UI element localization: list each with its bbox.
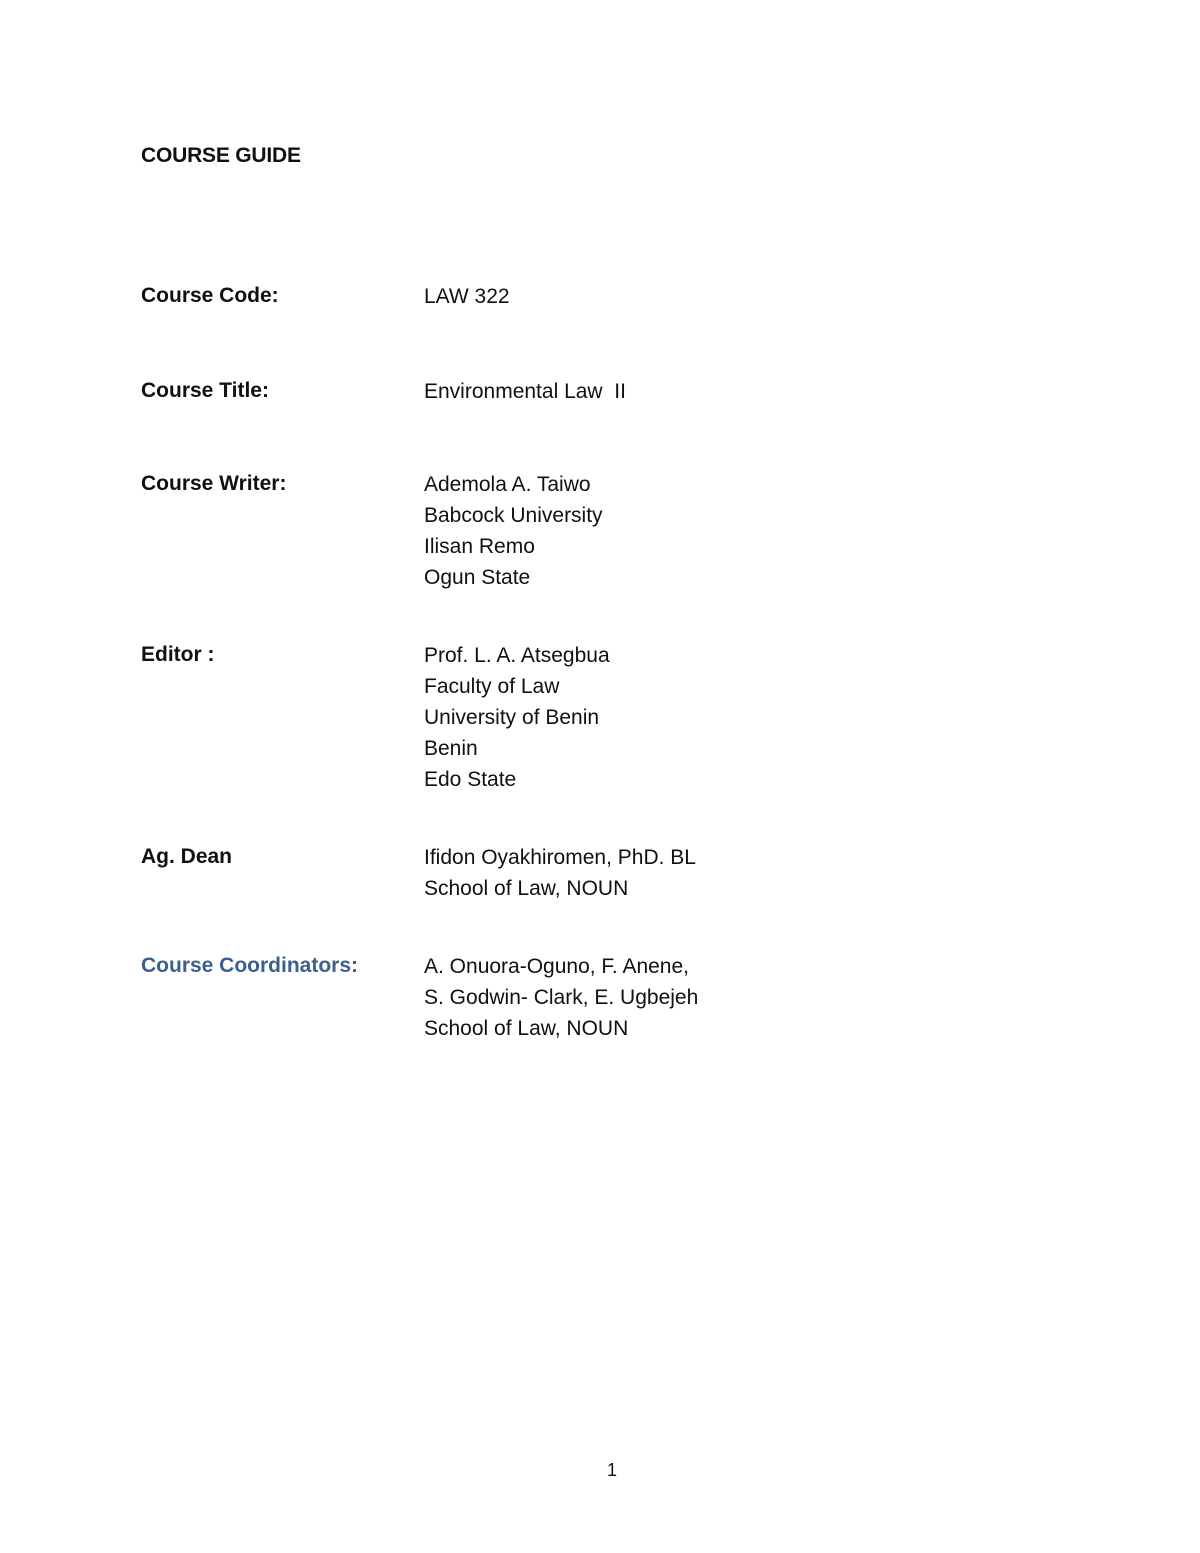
ag-dean-line: School of Law, NOUN bbox=[424, 877, 629, 900]
editor-line: Faculty of Law bbox=[424, 675, 560, 698]
page-number: 1 bbox=[606, 1460, 617, 1480]
course-writer-value bbox=[424, 472, 603, 596]
editor-value bbox=[424, 643, 610, 798]
course-code-line: LAW 322 bbox=[424, 285, 510, 308]
editor-label: Editor : bbox=[141, 643, 215, 666]
course-code-value bbox=[424, 284, 510, 315]
course-title-label: Course Title: bbox=[141, 379, 269, 402]
course-title-value bbox=[424, 379, 626, 410]
course-writer-label: Course Writer: bbox=[141, 472, 287, 495]
course-writer-line: Ilisan Remo bbox=[424, 535, 535, 558]
course-title-line: Environmental Law II bbox=[424, 380, 626, 403]
course-writer-line: Babcock University bbox=[424, 504, 603, 527]
course-coordinators-label: Course Coordinators: bbox=[141, 954, 359, 977]
course-writer-line: Ogun State bbox=[424, 566, 531, 589]
page-title: COURSE GUIDE bbox=[141, 144, 301, 167]
ag-dean-line: Ifidon Oyakhiromen, PhD. BL bbox=[424, 846, 696, 869]
editor-line: Prof. L. A. Atsegbua bbox=[424, 644, 610, 667]
course-coordinators-line: S. Godwin- Clark, E. Ugbejeh bbox=[424, 986, 699, 1009]
editor-line: Benin bbox=[424, 737, 478, 760]
course-code-label: Course Code: bbox=[141, 284, 279, 307]
course-coordinators-line: School of Law, NOUN bbox=[424, 1017, 629, 1040]
course-coordinators-value bbox=[424, 954, 698, 1047]
course-coordinators-line: A. Onuora-Oguno, F. Anene, bbox=[424, 955, 690, 978]
course-writer-line: Ademola A. Taiwo bbox=[424, 473, 591, 496]
ag-dean-label: Ag. Dean bbox=[141, 845, 233, 868]
ag-dean-value bbox=[424, 845, 696, 907]
editor-line: University of Benin bbox=[424, 706, 600, 729]
editor-line: Edo State bbox=[424, 768, 517, 791]
